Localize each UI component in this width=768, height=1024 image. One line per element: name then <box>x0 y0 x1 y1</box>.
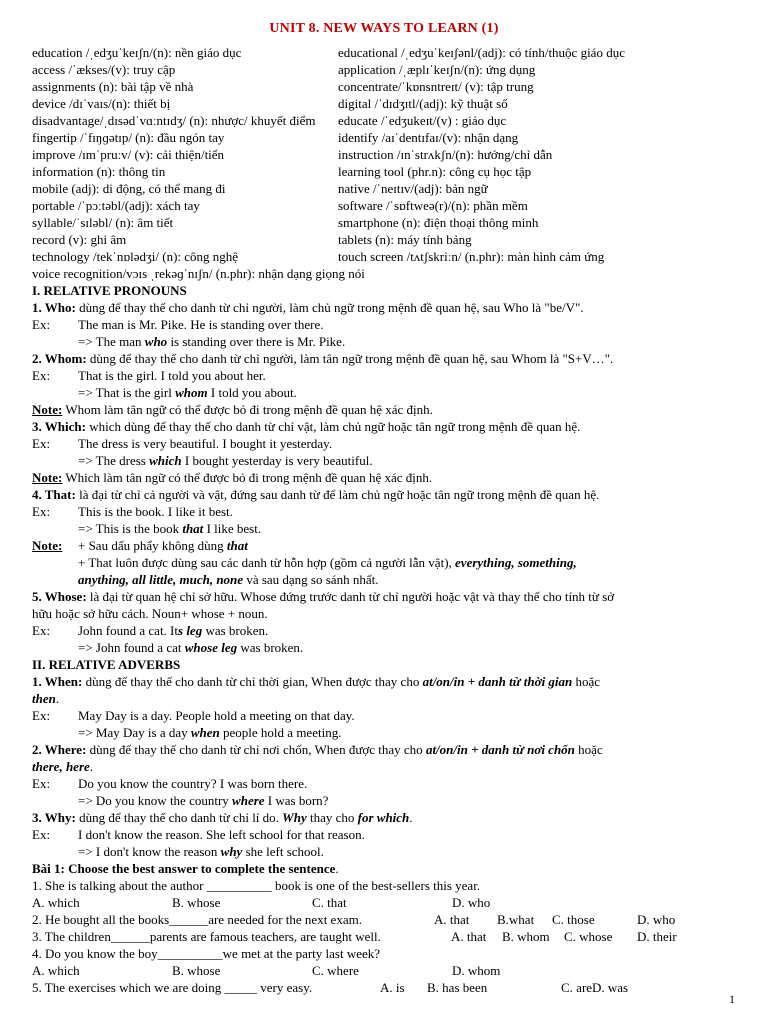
option-d: D. their <box>637 929 677 944</box>
note-label: Note: <box>32 470 63 485</box>
option-c: C. that <box>312 895 347 910</box>
emphasis: s leg <box>178 623 203 638</box>
option-b: B. whose <box>172 895 221 910</box>
option-d: D. whom <box>452 963 501 978</box>
option-a: A. that <box>451 929 487 944</box>
example-label: Ex: <box>32 436 51 451</box>
text: John found a cat. It <box>78 623 179 638</box>
vocab-item: mobile (adj): di động, có thể mang đi <box>32 181 226 196</box>
relative-word: who <box>144 334 168 349</box>
emphasis: for which <box>357 810 410 825</box>
rule-label: 2. Where: <box>32 742 87 757</box>
vocab-item: instruction /ɪnˈstrʌkʃn/(n): hướng/chỉ dẫn <box>338 147 553 162</box>
note-line <box>78 538 248 554</box>
option-b: B. has been <box>427 980 488 995</box>
example-sentence: I don't know the reason. She left school for that reason. <box>78 827 365 842</box>
vocab-item: device /dɪˈvaɪs/(n): thiết bị <box>32 96 171 111</box>
option-a: A. which <box>32 963 80 978</box>
relative-word: that <box>182 521 204 536</box>
text: hoặc <box>574 742 603 757</box>
text: => Do you know the country <box>78 793 233 808</box>
rule-where <box>32 742 603 758</box>
rule-label: 5. Whose: <box>32 589 87 604</box>
example-sentence: The dress is very beautiful. I bought it yesterday. <box>78 436 333 451</box>
text: => The dress <box>78 453 150 468</box>
text: . <box>55 691 60 706</box>
vocab-item: software /ˈsɒftweə(r)/(n): phần mềm <box>338 198 528 213</box>
option-b: B. whose <box>172 963 221 978</box>
text: was broken. <box>202 623 269 638</box>
note-label <box>32 538 62 554</box>
example-label: Ex: <box>32 776 51 791</box>
text: people hold a meeting. <box>219 725 342 740</box>
text: was broken. <box>237 640 304 655</box>
relative-word: whom <box>175 385 208 400</box>
example-result <box>78 385 297 401</box>
note-text: Which làm tân ngữ có thể được bỏ đi trong mệnh đề quan hệ xác định. <box>62 470 433 485</box>
option-d: D. who <box>637 912 676 927</box>
vocab-item: fingertip /ˈfɪŋɡətɪp/ (n): đầu ngón tay <box>32 130 225 145</box>
example-sentence: Do you know the country? I was born there. <box>78 776 308 791</box>
vocab-item: learning tool (phr.n): công cụ học tập <box>338 164 532 179</box>
relative-word: whose leg <box>184 640 238 655</box>
relative-word: when <box>190 725 220 740</box>
emphasis: there, here <box>32 759 90 774</box>
text: she left school. <box>242 844 324 859</box>
rule-text: dùng để thay thế cho danh từ chỉ người, làm tân ngữ trong mệnh đề quan hệ, sau Whom là "S+V…". <box>86 351 614 366</box>
option-d: D. who <box>452 895 491 910</box>
rule-why <box>32 810 413 826</box>
vocab-item: identify /aɪˈdentɪfaɪ/(v): nhận dạng <box>338 130 519 145</box>
rule-label: 2. Whom: <box>32 351 87 366</box>
option-d: D. was <box>592 980 629 995</box>
section-heading: I. RELATIVE PRONOUNS <box>32 283 187 298</box>
note-label-text: Note: <box>32 538 63 553</box>
rule-whom <box>32 351 613 367</box>
text: => I don't know the reason <box>78 844 221 859</box>
option-c: C. whose <box>564 929 613 944</box>
vocab-item: information (n): thông tin <box>32 164 166 179</box>
emphasis: Why <box>282 810 307 825</box>
rule-text-cont <box>32 691 59 707</box>
rule-who <box>32 300 584 316</box>
vocab-item: concentrate/ˈkɒnsntreɪt/ (v): tập trung <box>338 79 534 94</box>
text: . <box>409 810 413 825</box>
text: => This is the book <box>78 521 183 536</box>
option-c: C. where <box>312 963 359 978</box>
rule-text-cont: hữu hoặc sở hữu cách. Noun+ whose + noun. <box>32 606 268 621</box>
relative-word: which <box>149 453 182 468</box>
vocab-item: education /ˌedʒuˈkeɪʃn/(n): nền giáo dục <box>32 45 242 60</box>
note-line <box>78 572 378 588</box>
example-sentence: The man is Mr. Pike. He is standing over there. <box>78 317 324 332</box>
text: => That is the girl <box>78 385 176 400</box>
rule-text-cont <box>32 759 93 775</box>
rule-label: 3. Why: <box>32 810 76 825</box>
example-label: Ex: <box>32 708 51 723</box>
example-result <box>78 640 303 656</box>
rule-text: dùng để thay thế cho danh từ chỉ thời gian, When được thay cho <box>82 674 423 689</box>
option-c: C. those <box>552 912 595 927</box>
vocab-item: assignments (n): bài tập về nhà <box>32 79 194 94</box>
question-3: 3. The children______parents are famous teachers, are taught well. <box>32 929 381 944</box>
question-5: 5. The exercises which we are doing _____ very easy. <box>32 980 313 995</box>
emphasis: everything, something, <box>455 555 577 570</box>
emphasis: then <box>32 691 56 706</box>
example-result <box>78 844 324 860</box>
rule-that <box>32 487 599 503</box>
vocab-item: digital /ˈdɪdʒɪtl/(adj): kỹ thuật số <box>338 96 508 111</box>
rule-text: dùng để thay thế cho danh từ chỉ người, làm chủ ngữ trong mệnh đề quan hệ, sau Who là "be/V". <box>75 300 584 315</box>
example-label: Ex: <box>32 317 51 332</box>
example-result <box>78 453 373 469</box>
text: I told you about. <box>207 385 297 400</box>
text: + That luôn được dùng sau các danh từ hỗn hợp (gồm cả người lẫn vật), <box>78 555 456 570</box>
section-heading: II. RELATIVE ADVERBS <box>32 657 181 672</box>
rule-whose <box>32 589 614 605</box>
text: I was born? <box>264 793 329 808</box>
relative-word: why <box>220 844 243 859</box>
text: . <box>335 861 339 876</box>
rule-text: which dùng để thay thế cho danh từ chỉ vật, làm chủ ngữ hoặc tân ngữ trong mệnh đề quan hệ. <box>85 419 581 434</box>
vocab-item: disadvantage/ˌdɪsədˈvɑːntɪdʒ/ (n): nhược/ khuyết điểm <box>32 113 316 128</box>
example-label: Ex: <box>32 623 51 638</box>
vocab-item: technology /tekˈnɒlədʒi/ (n): công nghệ <box>32 249 239 264</box>
vocab-item: educate /ˈedʒukeɪt/(v) : giáo dục <box>338 113 507 128</box>
vocab-item: application /ˌæplɪˈkeɪʃn/(n): ứng dụng <box>338 62 536 77</box>
vocab-item: portable /ˈpɔːtəbl/(adj): xách tay <box>32 198 200 213</box>
question-2: 2. He bought all the books______are needed for the next exam. <box>32 912 362 927</box>
vocab-item: access /ˈækses/(v): truy cập <box>32 62 176 77</box>
text: I like best. <box>203 521 262 536</box>
vocab-item: syllable/ˈsɪləbl/ (n): âm tiết <box>32 215 174 230</box>
emphasis: at/on/in + danh từ nơi chốn <box>425 742 575 757</box>
emphasis: that <box>226 538 248 553</box>
example-result <box>78 725 341 741</box>
page-title: UNIT 8. NEW WAYS TO LEARN (1) <box>269 21 499 36</box>
example-result <box>78 334 345 350</box>
vocab-item: improve /ɪmˈpruːv/ (v): cải thiện/tiến <box>32 147 225 162</box>
text: => The man <box>78 334 145 349</box>
note-label: Note: <box>32 402 63 417</box>
option-c: C. are <box>561 980 593 995</box>
example-result <box>78 521 261 537</box>
vocab-item: smartphone (n): điện thoại thông minh <box>338 215 539 230</box>
vocab-item: record (v): ghi âm <box>32 232 127 247</box>
note <box>32 402 433 418</box>
option-a: A. is <box>380 980 405 995</box>
text: => May Day is a day <box>78 725 191 740</box>
emphasis: at/on/in + danh từ thời gian <box>422 674 573 689</box>
option-b: B.what <box>497 912 535 927</box>
rule-label: 3. Which: <box>32 419 86 434</box>
example-sentence: That is the girl. I told you about her. <box>78 368 266 383</box>
text: thay cho <box>306 810 358 825</box>
vocab-item: touch screen /tʌtʃskriːn/ (n.phr): màn hình cảm ứng <box>338 249 605 264</box>
rule-label: 1. When: <box>32 674 83 689</box>
text: + Sau dấu phẩy không dùng <box>78 538 227 553</box>
text: => John found a cat <box>78 640 185 655</box>
text: và sau dạng so sánh nhất. <box>243 572 379 587</box>
example-result <box>78 793 328 809</box>
rule-text: là đại từ chỉ cả người và vật, đứng sau danh từ để làm chủ ngữ hoặc tân ngữ trong mệnh đề quan hệ. <box>75 487 600 502</box>
vocab-item: voice recognition/vɔɪs ˌrekəɡˈnɪʃn/ (n.phr): nhận dạng giọng nói <box>32 266 365 281</box>
rule-text: dùng để thay thế cho danh từ chỉ nơi chốn, When được thay cho <box>86 742 426 757</box>
example-label: Ex: <box>32 504 51 519</box>
option-b: B. whom <box>502 929 550 944</box>
relative-word: where <box>232 793 265 808</box>
rule-which <box>32 419 580 435</box>
text: . <box>89 759 94 774</box>
example-label: Ex: <box>32 827 51 842</box>
rule-when <box>32 674 600 690</box>
question-4: 4. Do you know the boy__________we met at the party last week? <box>32 946 381 961</box>
question-1: 1. She is talking about the author __________ book is one of the best-sellers this year. <box>32 878 481 893</box>
option-a: A. that <box>434 912 470 927</box>
text: hoặc <box>572 674 601 689</box>
example-sentence: May Day is a day. People hold a meeting on that day. <box>78 708 355 723</box>
text: I bought yesterday is very beautiful. <box>181 453 373 468</box>
example-sentence <box>78 623 268 639</box>
rule-label: 1. Who: <box>32 300 76 315</box>
page-number: 1 <box>729 992 735 1006</box>
rule-text: dùng để thay thế cho danh từ chỉ lí do. <box>75 810 283 825</box>
vocab-item: educational /ˌedʒuˈkeɪʃənl/(adj): có tính/thuộc giáo dục <box>338 45 625 60</box>
vocab-item: native /ˈneɪtɪv/(adj): bản ngữ <box>338 181 488 196</box>
option-a: A. which <box>32 895 80 910</box>
vocab-item: tablets (n): máy tính bảng <box>338 232 472 247</box>
note-text: Whom làm tân ngữ có thể được bỏ đi trong mệnh đề quan hệ xác định. <box>62 402 433 417</box>
exercise-heading <box>32 861 339 877</box>
note <box>32 470 432 486</box>
rule-text: là đại từ quan hệ chỉ sở hữu. Whose đứng trước danh từ chỉ người hoặc vật và thay thế cho tính từ sở <box>86 589 615 604</box>
note-line <box>78 555 577 571</box>
text: is standing over there is Mr. Pike. <box>167 334 346 349</box>
example-sentence: This is the book. I like it best. <box>78 504 233 519</box>
rule-label: 4. That: <box>32 487 76 502</box>
example-label: Ex: <box>32 368 51 383</box>
exercise-heading-text: Bài 1: Choose the best answer to complete the sentence <box>32 861 336 876</box>
emphasis: anything, all little, much, none <box>78 572 244 587</box>
